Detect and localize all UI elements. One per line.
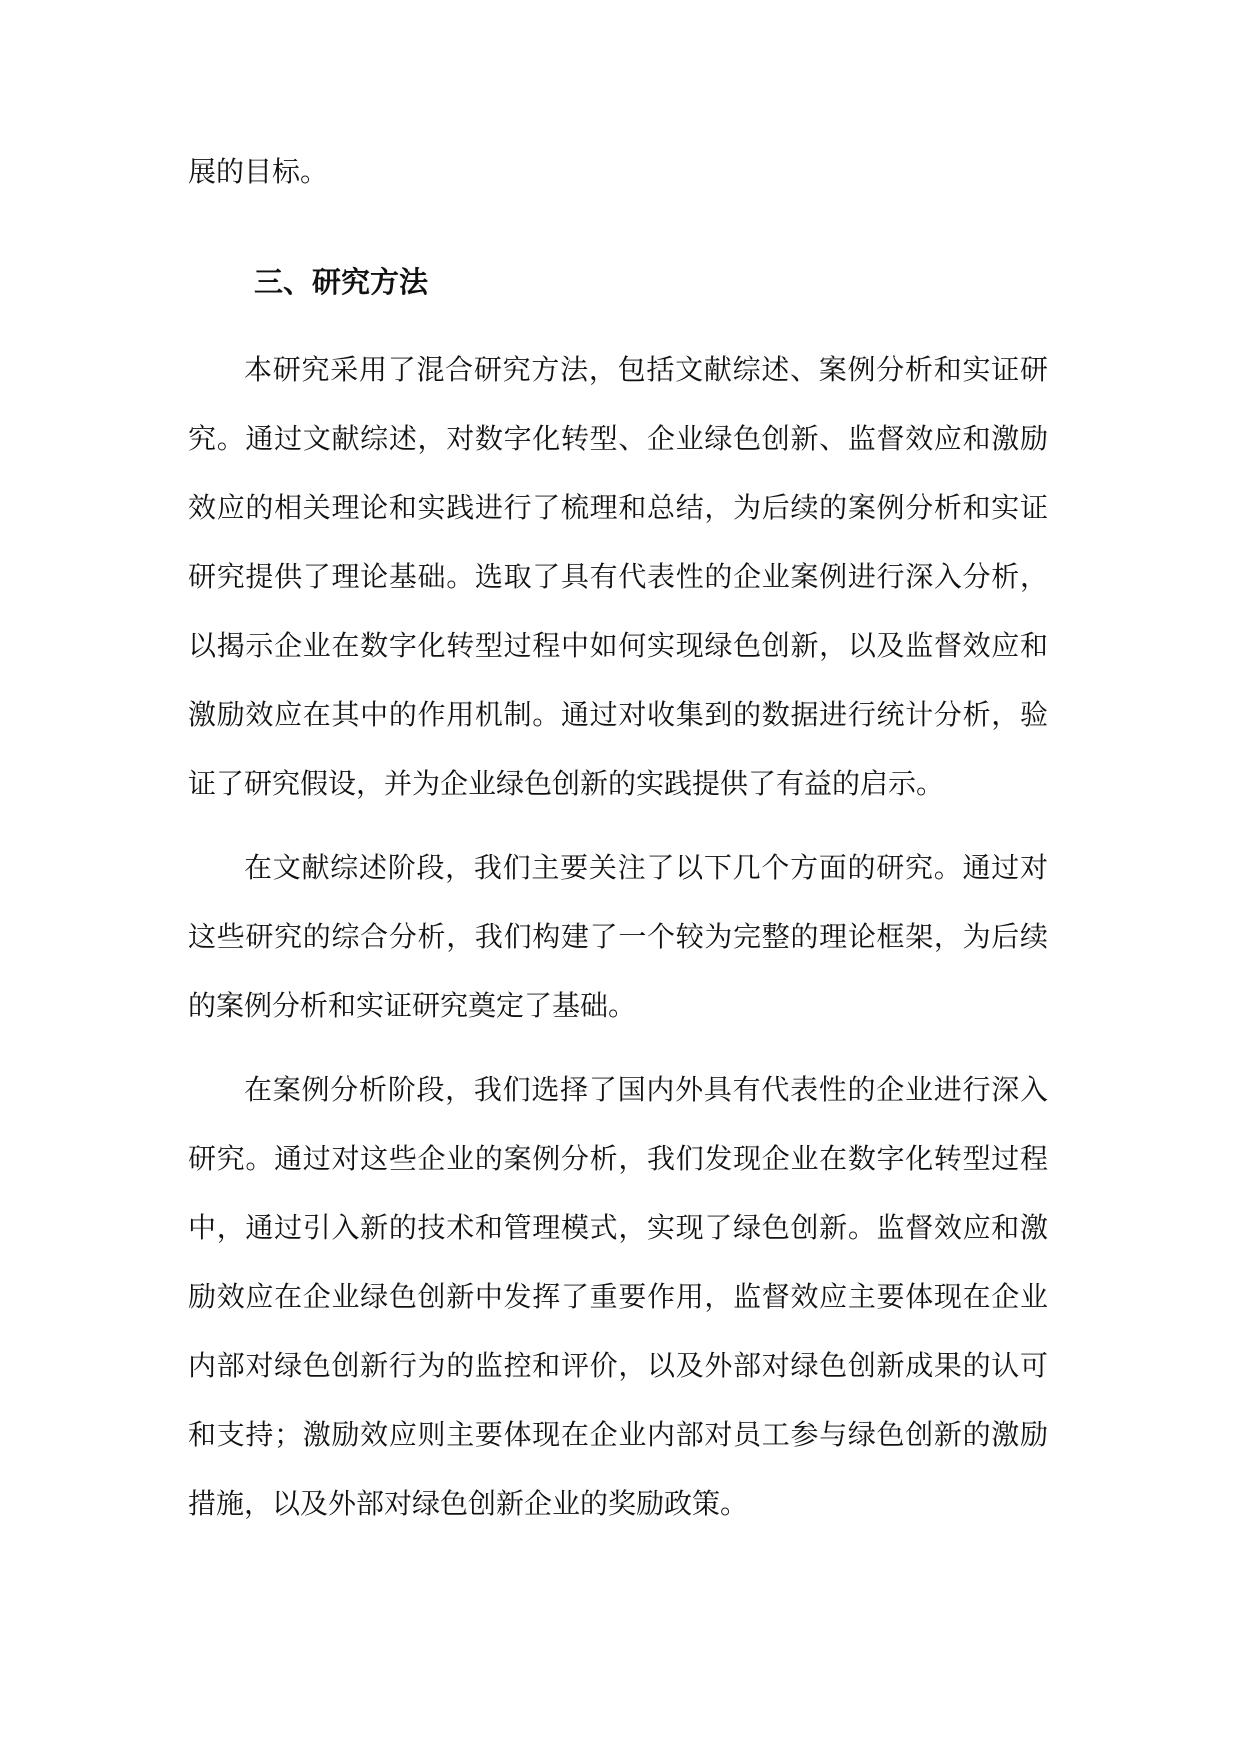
paragraph-3-line-7: 措施，以及外部对绿色创新企业的奖励政策。 xyxy=(188,1487,749,1520)
paragraph-1-line-3: 效应的相关理论和实践进行了梳理和总结，为后续的案例分析和实证 xyxy=(188,491,1048,524)
paragraph-3-line-2: 研究。通过对这些企业的案例分析，我们发现企业在数字化转型过程 xyxy=(188,1142,1048,1175)
paragraph-3-line-3: 中，通过引入新的技术和管理模式，实现了绿色创新。监督效应和激 xyxy=(188,1211,1048,1244)
paragraph-1-line-2: 究。通过文献综述，对数字化转型、企业绿色创新、监督效应和激励 xyxy=(188,422,1048,455)
paragraph-1-line-6: 激励效应在其中的作用机制。通过对收集到的数据进行统计分析，验 xyxy=(188,698,1048,731)
paragraph-3-line-4: 励效应在企业绿色创新中发挥了重要作用，监督效应主要体现在企业 xyxy=(188,1280,1048,1313)
paragraph-3-line-5: 内部对绿色创新行为的监控和评价，以及外部对绿色创新成果的认可 xyxy=(188,1349,1048,1382)
continued-paragraph-line: 展的目标。 xyxy=(188,155,329,188)
paragraph-1-line-5: 以揭示企业在数字化转型过程中如何实现绿色创新，以及监督效应和 xyxy=(188,629,1048,662)
paragraph-2-line-2: 这些研究的综合分析，我们构建了一个较为完整的理论框架，为后续 xyxy=(188,920,1048,953)
section-heading: 三、研究方法 xyxy=(254,265,429,299)
paragraph-3-line-6: 和支持；激励效应则主要体现在企业内部对员工参与绿色创新的激励 xyxy=(188,1418,1048,1451)
paragraph-1-line-7: 证了研究假设，并为企业绿色创新的实践提供了有益的启示。 xyxy=(188,767,945,800)
paragraph-1-line-1: 本研究采用了混合研究方法，包括文献综述、案例分析和实证研 xyxy=(244,353,1048,386)
paragraph-3-line-1: 在案例分析阶段，我们选择了国内外具有代表性的企业进行深入 xyxy=(244,1073,1048,1106)
paragraph-2-line-3: 的案例分析和实证研究奠定了基础。 xyxy=(188,989,637,1022)
paragraph-1-line-4: 研究提供了理论基础。选取了具有代表性的企业案例进行深入分析， xyxy=(188,560,1048,593)
paragraph-2-line-1: 在文献综述阶段，我们主要关注了以下几个方面的研究。通过对 xyxy=(244,851,1048,884)
